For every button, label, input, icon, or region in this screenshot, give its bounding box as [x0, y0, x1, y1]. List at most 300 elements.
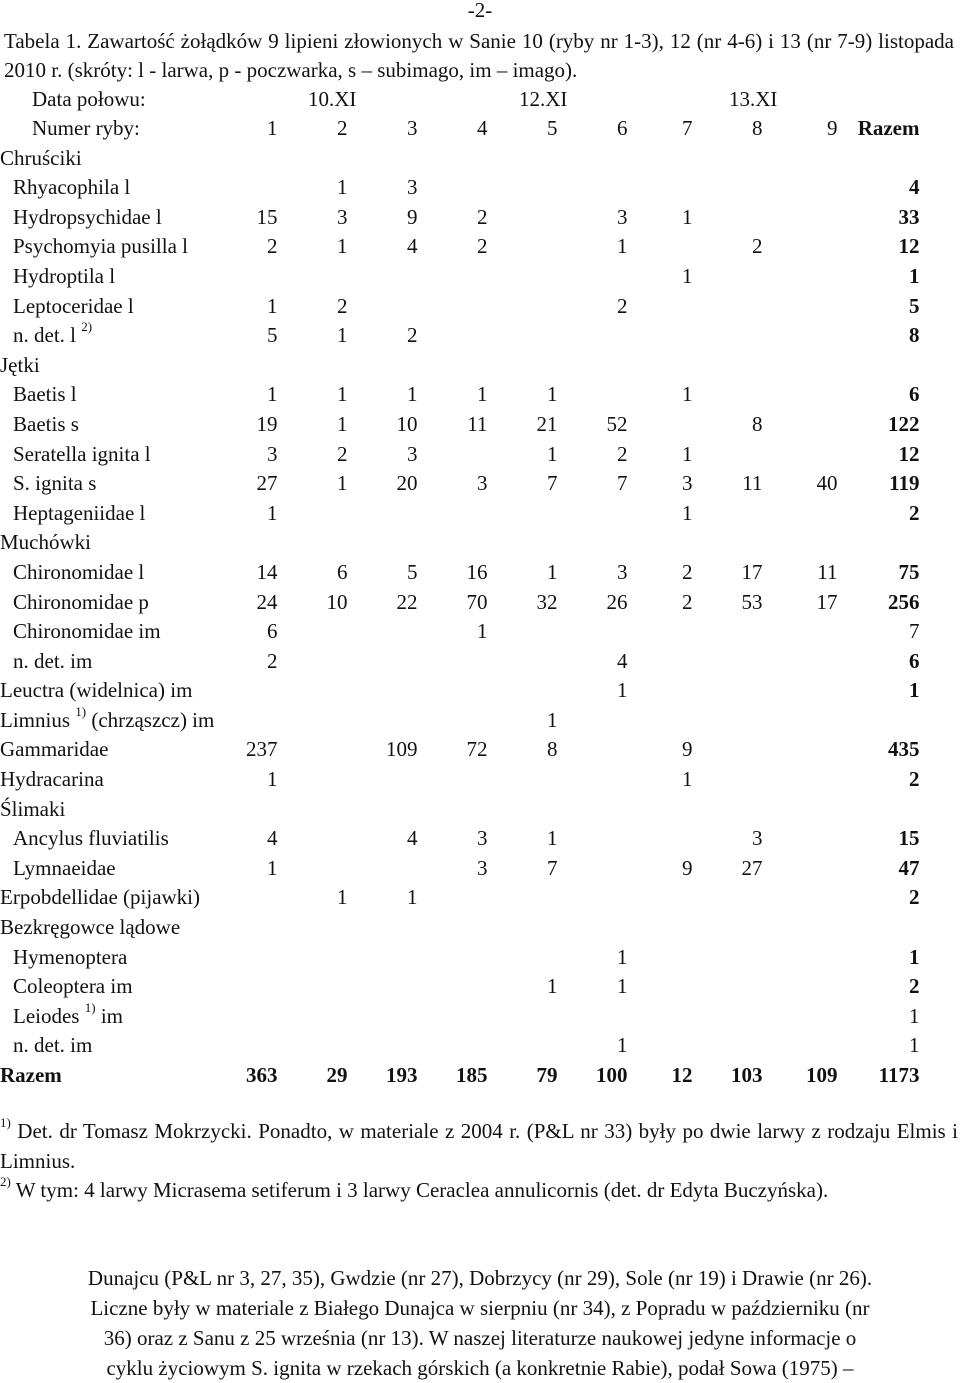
count-cell: 1 [547, 382, 558, 407]
count-cell [278, 795, 348, 825]
count-cell [488, 913, 558, 943]
count-cell [693, 735, 763, 765]
count-cell [763, 410, 838, 440]
table-row [0, 321, 920, 351]
count-cell [628, 321, 693, 351]
table-row [0, 499, 920, 529]
count-cell: 2 [407, 323, 418, 348]
count-cell: 109 [386, 737, 418, 762]
table-row [0, 972, 920, 1002]
table-row [0, 262, 920, 292]
count-cell [418, 1002, 488, 1032]
count-cell: 1 [337, 411, 348, 436]
count-cell [246, 795, 278, 825]
count-cell [418, 913, 488, 943]
taxon-name: Chironomidae p [13, 589, 149, 614]
count-cell [488, 795, 558, 825]
count-cell [246, 883, 278, 913]
total-cell: 100 [596, 1063, 628, 1087]
count-cell: 27 [741, 855, 763, 880]
count-cell: 24 [256, 589, 278, 614]
count-cell [418, 972, 488, 1002]
count-cell [763, 943, 838, 973]
taxon-name: n. det. l $^{2)}$ [13, 319, 93, 348]
count-cell [418, 321, 488, 351]
count-cell: 1 [337, 175, 348, 200]
count-cell: 1 [682, 767, 693, 792]
count-cell [628, 173, 693, 203]
row-total: 119 [889, 471, 920, 496]
date-12xi: 12.XI [519, 87, 568, 111]
footnote-mark: 2) [0, 1174, 11, 1189]
count-cell [278, 617, 348, 647]
count-cell: 2 [682, 559, 693, 584]
count-cell: 10 [326, 589, 348, 614]
count-cell [278, 765, 348, 795]
count-cell: 15 [256, 204, 278, 229]
count-cell [246, 262, 278, 292]
count-cell: 1 [267, 855, 278, 880]
fish-number-label: Numer ryby: [32, 116, 140, 140]
count-cell: 19 [256, 411, 278, 436]
count-cell [763, 440, 838, 470]
count-cell: 22 [396, 589, 418, 614]
fish-number: 6 [617, 116, 628, 140]
count-cell [348, 351, 418, 381]
count-cell [763, 321, 838, 351]
count-cell [488, 943, 558, 973]
row-total: 12 [898, 234, 920, 259]
footnote-mark: 1) [75, 703, 87, 719]
count-cell [246, 1031, 278, 1061]
count-cell [693, 380, 763, 410]
count-cell: 53 [741, 589, 763, 614]
row-total: 47 [898, 855, 920, 880]
table-row [0, 410, 920, 440]
total-label: Razem [0, 1063, 62, 1087]
count-cell [558, 1002, 628, 1032]
row-total: 15 [898, 826, 920, 851]
footnote-mark: 1) [0, 1115, 11, 1130]
count-cell: 11 [817, 559, 838, 584]
count-cell [693, 144, 763, 174]
count-cell [763, 765, 838, 795]
count-cell [488, 1002, 558, 1032]
taxon-name: Limnius $^{1)}$ (chrząszcz) im [0, 703, 215, 732]
footnote: $^{1)}$ Det. dr Tomasz Mokrzycki. Ponadto, w materiale z 2004 r. (P&L nr 33) były po dwie larwy z rodzaju Elmis i Limnius. [0, 1115, 958, 1173]
count-cell: 1 [547, 826, 558, 851]
fish-number: 3 [407, 116, 418, 140]
table-row [0, 913, 920, 943]
row-total: 1 [909, 678, 920, 703]
row-total: 6 [909, 382, 920, 407]
count-cell [246, 913, 278, 943]
count-cell: 11 [467, 411, 488, 436]
fish-number: 4 [477, 116, 488, 140]
count-cell [278, 913, 348, 943]
count-cell [418, 144, 488, 174]
row-total: 122 [888, 411, 920, 436]
taxon-name: Chruściki [0, 145, 82, 170]
count-cell [278, 854, 348, 884]
total-cell: 185 [456, 1063, 488, 1087]
count-cell [763, 647, 838, 677]
count-cell [246, 528, 278, 558]
count-cell [763, 351, 838, 381]
row-total [838, 144, 920, 174]
taxon-name: Seratella ignita l [13, 441, 151, 466]
count-cell: 10 [396, 411, 418, 436]
count-cell: 8 [547, 737, 558, 762]
count-cell: 3 [477, 471, 488, 496]
count-cell [558, 617, 628, 647]
count-cell [278, 943, 348, 973]
count-cell [628, 232, 693, 262]
count-cell: 1 [407, 382, 418, 407]
total-cell: 193 [386, 1063, 418, 1087]
count-cell [628, 943, 693, 973]
count-cell [418, 883, 488, 913]
count-cell [763, 735, 838, 765]
row-total: 256 [888, 589, 920, 614]
table-row [0, 469, 920, 499]
count-cell [348, 706, 418, 736]
taxon-name: Leptoceridae l [13, 293, 134, 318]
taxon-name: Hydracarina [0, 767, 104, 792]
taxon-name: n. det. im [13, 1033, 93, 1058]
count-cell [418, 795, 488, 825]
count-cell: 3 [617, 204, 628, 229]
taxon-name: Leiodes $^{1)}$ im [13, 999, 123, 1028]
count-cell [418, 1031, 488, 1061]
row-total: 12 [898, 441, 920, 466]
count-cell [488, 292, 558, 322]
count-cell [348, 647, 418, 677]
count-cell [763, 203, 838, 233]
table-row [0, 854, 920, 884]
count-cell [558, 262, 628, 292]
count-cell [488, 765, 558, 795]
count-cell: 3 [617, 559, 628, 584]
count-cell: 17 [741, 559, 763, 584]
count-cell [246, 351, 278, 381]
date-header-row [0, 85, 960, 114]
table-row [0, 883, 920, 913]
count-cell [558, 321, 628, 351]
count-cell: 16 [466, 559, 488, 584]
footnote-mark: 2) [81, 319, 93, 335]
count-cell [418, 440, 488, 470]
total-cell: 363 [246, 1063, 278, 1087]
row-total: 8 [909, 323, 920, 348]
count-cell: 1 [337, 382, 348, 407]
count-cell [278, 647, 348, 677]
count-cell [693, 292, 763, 322]
count-cell [418, 943, 488, 973]
count-cell [763, 292, 838, 322]
count-cell [418, 676, 488, 706]
count-cell [628, 1002, 693, 1032]
count-cell: 237 [246, 737, 278, 762]
count-cell: 2 [337, 293, 348, 318]
count-cell [763, 173, 838, 203]
body-text [0, 1263, 960, 1383]
count-cell [628, 617, 693, 647]
row-total: 1 [909, 263, 920, 288]
taxon-name: Chironomidae l [13, 559, 145, 584]
count-cell: 52 [606, 411, 628, 436]
count-cell [763, 499, 838, 529]
count-cell: 27 [256, 471, 278, 496]
fish-number: 2 [337, 116, 348, 140]
taxon-name: Psychomyia pusilla l [13, 234, 188, 259]
count-cell: 40 [816, 471, 838, 496]
count-cell: 72 [466, 737, 488, 762]
count-cell: 1 [547, 707, 558, 732]
count-cell [693, 173, 763, 203]
count-cell [558, 854, 628, 884]
count-cell: 6 [337, 559, 348, 584]
count-cell: 4 [267, 826, 278, 851]
count-cell [693, 883, 763, 913]
taxon-name: Baetis s [13, 411, 79, 436]
count-cell [418, 173, 488, 203]
count-cell: 7 [547, 471, 558, 496]
count-cell [558, 765, 628, 795]
count-cell: 3 [407, 175, 418, 200]
count-cell: 1 [547, 559, 558, 584]
count-cell [348, 499, 418, 529]
count-cell: 1 [267, 767, 278, 792]
count-cell [763, 262, 838, 292]
total-header: Razem [857, 116, 920, 140]
taxon-name: n. det. im [13, 648, 93, 673]
count-cell: 20 [396, 471, 418, 496]
count-cell: 1 [682, 382, 693, 407]
taxon-name: Bezkręgowce lądowe [0, 915, 181, 940]
table-row [0, 676, 920, 706]
count-cell: 3 [407, 441, 418, 466]
count-cell: 1 [267, 293, 278, 318]
count-cell: 1 [682, 263, 693, 288]
count-cell: 2 [617, 441, 628, 466]
count-cell [558, 883, 628, 913]
count-cell [348, 528, 418, 558]
row-total: 1 [909, 1003, 920, 1028]
count-cell [278, 824, 348, 854]
taxon-name: Leuctra (widelnica) im [0, 678, 193, 703]
taxon-name: Muchówki [0, 530, 91, 555]
count-cell [763, 1002, 838, 1032]
table-row [0, 173, 920, 203]
taxon-name: Hydroptila l [13, 263, 116, 288]
count-cell [348, 943, 418, 973]
count-cell [418, 528, 488, 558]
count-cell [246, 972, 278, 1002]
fish-number: 7 [682, 116, 693, 140]
count-cell [693, 528, 763, 558]
taxon-name: Hydropsychidae l [13, 204, 162, 229]
count-cell: 2 [337, 441, 348, 466]
row-total: 6 [909, 648, 920, 673]
table-row [0, 440, 920, 470]
count-cell [558, 528, 628, 558]
count-cell [278, 528, 348, 558]
count-cell [488, 232, 558, 262]
count-cell [488, 321, 558, 351]
table-row [0, 232, 920, 262]
count-cell: 2 [682, 589, 693, 614]
taxon-name: Erpobdellidae (pijawki) [0, 885, 201, 910]
count-cell [488, 883, 558, 913]
count-cell [488, 351, 558, 381]
count-cell: 3 [477, 855, 488, 880]
table-row [0, 824, 920, 854]
count-cell: 4 [407, 234, 418, 259]
count-cell [693, 972, 763, 1002]
count-cell [628, 528, 693, 558]
row-total [838, 913, 920, 943]
row-total [838, 528, 920, 558]
count-cell [348, 795, 418, 825]
row-total: 435 [888, 737, 920, 762]
count-cell [558, 706, 628, 736]
count-cell [558, 144, 628, 174]
table-caption: Tabela 1. Zawartość żołądków 9 lipieni złowionych w Sanie 10 (ryby nr 1-3), 12 (nr 4-6) i 13 (nr 7-9) listopada 2010 r. (skróty: l - larwa, p - poczwarka, s – subimago, im – imago). [4, 29, 954, 82]
count-cell [628, 647, 693, 677]
count-cell [278, 706, 348, 736]
count-cell: 70 [466, 589, 488, 614]
count-cell [418, 647, 488, 677]
count-cell: 9 [407, 204, 418, 229]
count-cell: 1 [547, 974, 558, 999]
count-cell [693, 440, 763, 470]
count-cell [488, 144, 558, 174]
table-row [0, 795, 920, 825]
count-cell [558, 795, 628, 825]
count-cell [763, 528, 838, 558]
count-cell: 2 [617, 293, 628, 318]
footnote-mark: 1) [84, 999, 96, 1015]
count-cell: 1 [682, 204, 693, 229]
taxon-name: S. ignita s [13, 471, 97, 496]
count-cell: 21 [536, 411, 558, 436]
count-cell: 1 [477, 382, 488, 407]
count-cell [488, 647, 558, 677]
count-cell [693, 203, 763, 233]
count-cell [763, 795, 838, 825]
count-cell: 1 [617, 944, 628, 969]
fish-number: 5 [547, 116, 558, 140]
count-cell [418, 262, 488, 292]
count-cell [348, 972, 418, 1002]
fish-number-row [0, 114, 920, 144]
count-cell [763, 972, 838, 1002]
row-total: 1 [909, 944, 920, 969]
count-cell: 1 [617, 234, 628, 259]
count-cell [558, 913, 628, 943]
count-cell [763, 824, 838, 854]
count-cell: 2 [267, 234, 278, 259]
count-cell [693, 617, 763, 647]
count-cell [278, 1031, 348, 1061]
count-cell [693, 706, 763, 736]
count-cell [278, 499, 348, 529]
table-row [0, 706, 920, 736]
count-cell [628, 1031, 693, 1061]
body-line: Dunajcu (P&L nr 3, 27, 35), Gwdzie (nr 27), Dobrzycy (nr 29), Sole (nr 19) i Drawie (nr 26). [87, 1266, 873, 1290]
table-row [0, 735, 920, 765]
count-cell: 26 [606, 589, 628, 614]
count-cell [246, 173, 278, 203]
count-cell [693, 765, 763, 795]
count-cell [348, 676, 418, 706]
total-cell: 109 [806, 1063, 838, 1087]
count-cell [348, 1002, 418, 1032]
count-cell [348, 292, 418, 322]
count-cell: 7 [547, 855, 558, 880]
row-total: 7 [909, 619, 920, 644]
row-total: 4 [909, 175, 920, 200]
count-cell [628, 676, 693, 706]
count-cell: 2 [477, 234, 488, 259]
total-cell: 29 [326, 1063, 348, 1087]
table-row [0, 203, 920, 233]
count-cell [628, 706, 693, 736]
count-cell [558, 173, 628, 203]
count-cell: 5 [267, 323, 278, 348]
count-cell [278, 262, 348, 292]
table-row [0, 292, 920, 322]
count-cell: 1 [407, 885, 418, 910]
count-cell [488, 499, 558, 529]
table-row [0, 380, 920, 410]
count-cell [418, 765, 488, 795]
count-cell [246, 1002, 278, 1032]
total-row [0, 1061, 920, 1091]
count-cell: 1 [337, 323, 348, 348]
count-cell: 3 [682, 471, 693, 496]
count-cell [693, 499, 763, 529]
taxon-name: Ślimaki [0, 796, 66, 821]
count-cell [628, 410, 693, 440]
count-cell [418, 292, 488, 322]
count-cell: 1 [337, 234, 348, 259]
count-cell [628, 292, 693, 322]
fish-number: 9 [827, 116, 838, 140]
count-cell [628, 824, 693, 854]
count-cell [763, 883, 838, 913]
count-cell [278, 351, 348, 381]
body-line: 36) oraz z Sanu z 25 września (nr 13). W naszej literaturze naukowej jedyne informacje o [103, 1326, 857, 1350]
fish-number: 8 [752, 116, 763, 140]
row-total [838, 706, 920, 736]
count-cell [488, 173, 558, 203]
table-row [0, 765, 920, 795]
row-total: 2 [909, 500, 920, 525]
count-cell: 3 [337, 204, 348, 229]
count-cell [693, 351, 763, 381]
count-cell [628, 795, 693, 825]
count-cell [348, 854, 418, 884]
count-cell: 2 [477, 204, 488, 229]
taxon-name: Coleoptera im [13, 974, 133, 999]
count-cell [488, 617, 558, 647]
count-cell: 1 [267, 500, 278, 525]
count-cell [246, 706, 278, 736]
count-cell [763, 617, 838, 647]
count-cell: 5 [407, 559, 418, 584]
